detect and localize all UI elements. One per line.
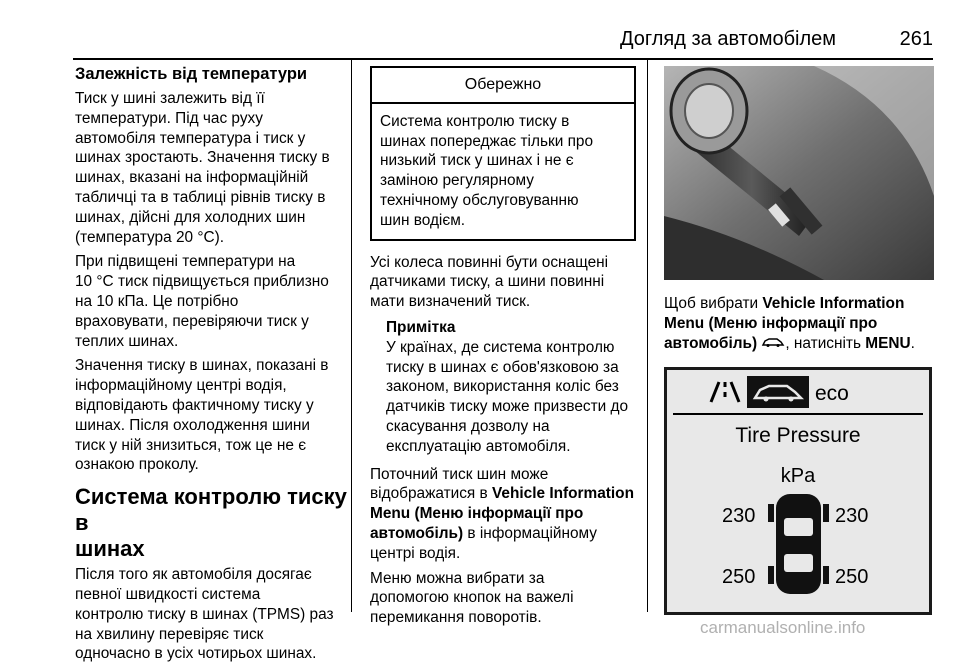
menu-term: Vehicle Information Menu (Меню інформації про автомобіль) bbox=[370, 485, 634, 542]
note-body: У країнах, де система контролю тиску в шинах є обов'язковою за законом, використання коліс без датчиків тиску може призвести до скасування дозволу на експлуатацію автомобіля. bbox=[386, 338, 629, 455]
rear-left-pressure: 250 bbox=[722, 566, 756, 589]
vehicle-menu-icon-selected bbox=[747, 376, 809, 408]
paragraph bbox=[664, 294, 934, 353]
paragraph-text: Поточний тиск шин може відображатися в bbox=[370, 465, 549, 503]
page-number: 261 bbox=[899, 28, 933, 50]
paragraph: Після того як автомобіля досягає певної швидкості система контролю тиску в шинах (TPMS) раз на хвилину перевіряє тиск одночасно в усіх чотирьох шинах. bbox=[75, 566, 334, 663]
caution-box bbox=[370, 66, 636, 241]
paragraph-text: в інформаційному центрі водія. bbox=[370, 524, 598, 562]
display-unit: kPa bbox=[780, 465, 816, 488]
header-title: Догляд за автомобілем bbox=[620, 28, 837, 50]
front-right-pressure: 230 bbox=[835, 505, 869, 528]
rear-right-pressure: 250 bbox=[835, 566, 869, 589]
paragraph: Меню можна вибрати за допомогою кнопок на важелі перемикання поворотів. bbox=[370, 569, 574, 627]
paragraph-text: Щоб вибрати bbox=[664, 295, 763, 312]
eco-label: eco bbox=[815, 382, 849, 406]
section-heading-tpms: Система контролю тиску в шинах bbox=[75, 484, 347, 562]
tire-pressure-display-graphic bbox=[667, 370, 929, 612]
paragraph-text: , натисніть bbox=[785, 334, 866, 352]
column-divider bbox=[647, 60, 648, 612]
display-title: Tire Pressure bbox=[735, 424, 861, 448]
paragraph: Значення тиску в шинах, показані в інформаційному центрі водія, відповідають фактичному тиску у шинах. Після охолодження шини тиск у ній знизиться, тож це не є ознакою проколу. bbox=[75, 357, 329, 474]
car-menu-icon bbox=[761, 335, 785, 352]
header-rule bbox=[73, 58, 933, 60]
note-block bbox=[370, 318, 636, 457]
column-divider bbox=[351, 60, 352, 612]
menu-key: MENU bbox=[865, 334, 911, 352]
watermark: carmanualsonline.info bbox=[700, 618, 866, 637]
subheading-temperature: Залежність від температури bbox=[75, 65, 308, 83]
menu-term: Vehicle Information Menu (Меню інформації про автомобіль) bbox=[664, 295, 905, 352]
paragraph: Усі колеса повинні бути оснащені датчиками тиску, а шини повинні мати визначений тиск. bbox=[370, 253, 609, 311]
paragraph-text: . bbox=[910, 334, 915, 352]
caution-body: Система контролю тиску в шинах попереджає тільки про низький тиск у шинах і не є заміною регулярному технічному обслуговуванню шин водієм. bbox=[380, 112, 594, 229]
note-title: Примітка bbox=[386, 318, 456, 336]
caution-title: Обережно bbox=[372, 68, 634, 104]
turn-signal-lever-photo bbox=[664, 66, 934, 280]
tire-pressure-display bbox=[664, 367, 932, 615]
column-left bbox=[75, 63, 347, 669]
paragraph bbox=[370, 465, 636, 564]
paragraph: При підвищені температури на 10 °C тиск підвищується приблизно на 10 кПа. Це потрібно враховувати, перевіряючи тиск у теплих шинах. bbox=[75, 253, 329, 350]
front-left-pressure: 230 bbox=[722, 505, 756, 528]
column-middle bbox=[370, 66, 636, 633]
car-top-view-icon bbox=[768, 494, 829, 594]
paragraph: Тиск у шині залежить від її температури. Під час руху автомобіля температура і тиск у шинах зростають. Значення тиску в шинах, вказані на інформаційній табличці та в таблиці рівнів тиску в шинах, дійсні для холодних шин (температура 20 °C). bbox=[75, 90, 330, 246]
lever-photo-illustration bbox=[664, 66, 934, 280]
column-right bbox=[664, 66, 934, 615]
